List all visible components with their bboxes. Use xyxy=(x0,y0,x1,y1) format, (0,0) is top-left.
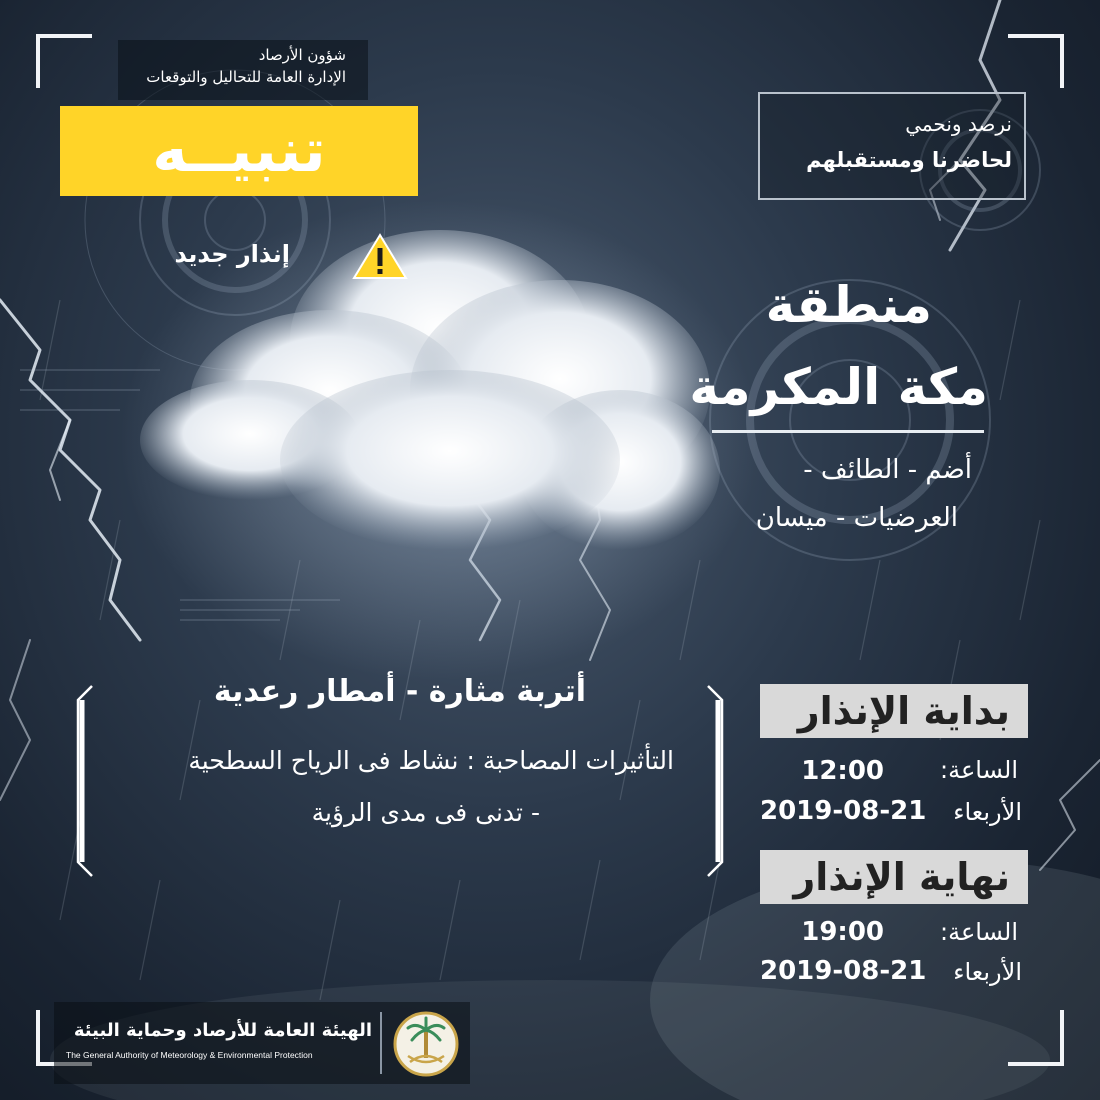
end-label: نهاية الإنذار xyxy=(793,855,1010,899)
region-cities-line-2: العرضيات - ميسان xyxy=(755,503,958,533)
end-time-label: الساعة: xyxy=(940,918,1018,946)
region-name: مكة المكرمة xyxy=(689,358,988,416)
alert-banner xyxy=(60,106,418,196)
org-line-1: شؤون الأرصاد xyxy=(258,46,346,64)
org-line-2: الإدارة العامة للتحاليل والتوقعات xyxy=(146,68,346,86)
end-time: 19:00 xyxy=(801,917,884,947)
phenomena-title: أتربة مثارة - أمطار رعدية xyxy=(213,674,586,709)
logo-divider xyxy=(380,1012,382,1074)
slogan-box xyxy=(758,92,1026,200)
start-time-label: الساعة: xyxy=(940,756,1018,784)
region-label: منطقة xyxy=(765,276,932,334)
slogan-line-1: نرصد ونحمي xyxy=(905,112,1012,136)
effects-line-1: التأثيرات المصاحبة : نشاط فى الرياح السطحية xyxy=(188,746,674,775)
start-label-box xyxy=(760,684,1028,738)
phenomena-brackets xyxy=(78,686,722,876)
alert-title: تنبيــه xyxy=(152,116,326,186)
start-date: 2019-08-21 xyxy=(760,796,927,826)
start-day: الأربعاء xyxy=(953,798,1022,826)
end-date: 2019-08-21 xyxy=(760,956,927,986)
slogan-line-2: لحاضرنا ومستقبلهم xyxy=(806,148,1012,172)
authority-name-ar: الهيئة العامة للأرصاد وحماية البيئة xyxy=(73,1020,372,1041)
warning-triangle-icon xyxy=(352,232,408,280)
alert-subtitle: إنذار جديد xyxy=(174,240,290,268)
authority-name-en: The General Authority of Meteorology & Environmental Protection xyxy=(66,1050,313,1060)
effects-line-2: - تدنى فى مدى الرؤية xyxy=(311,798,540,827)
region-divider xyxy=(712,430,984,433)
end-label-box xyxy=(760,850,1028,904)
region-cities-line-1: أضم - الطائف - xyxy=(803,455,972,485)
start-label: بداية الإنذار xyxy=(797,689,1010,733)
start-time: 12:00 xyxy=(801,756,884,786)
end-day: الأربعاء xyxy=(953,958,1022,986)
palm-swords-emblem-icon xyxy=(392,1010,460,1078)
